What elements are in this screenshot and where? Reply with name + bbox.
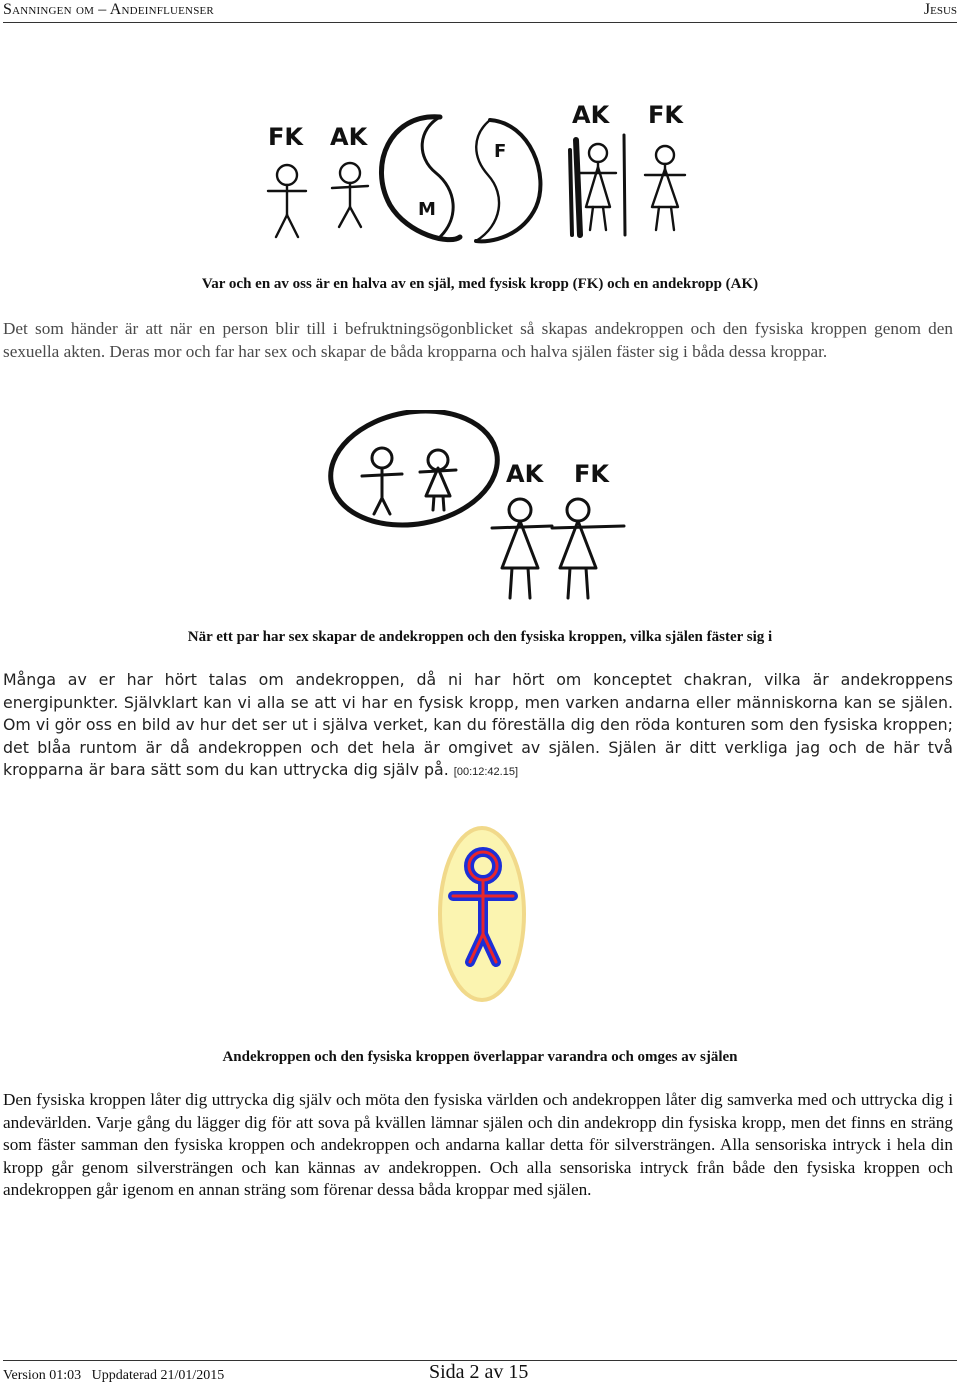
label-fk: FK <box>268 123 303 151</box>
header-section: Jesus <box>923 1 957 18</box>
header-title: Sanningen om – Andeinfluenser <box>3 1 214 18</box>
figure-couple <box>320 410 640 605</box>
stick-figure-man <box>362 448 402 514</box>
page-footer <box>3 1360 957 1385</box>
soul-halves-icon <box>381 117 540 242</box>
figure3-caption: Andekroppen och den fysiska kroppen överlappar varandra och omges av själen <box>222 1049 738 1065</box>
label-ak: AK <box>330 123 368 151</box>
figure-bodies-overlap <box>436 822 528 1006</box>
figure2-caption: När ett par har sex skapar de andekroppen och den fysiska kroppen, vilka själen fäster sig i <box>187 629 773 645</box>
paragraph-1: Det som händer är att när en person blir till i befruktningsögonblicket så skapas andekroppen och den fysiska kroppen genom den sexuella akten. Deras mor och far har sex och skapar de båda kropparna och halva själen fäster sig i båda dessa kroppar. <box>3 319 953 361</box>
label-ak-right: AK <box>572 101 610 129</box>
stick-figure-fk-large <box>552 499 624 598</box>
figure-soul-halves <box>250 95 730 255</box>
label-f: F <box>494 141 507 162</box>
stick-figure-ak-right <box>580 144 616 230</box>
version-info: Version 01:03 Uppdaterad 21/01/2015 <box>3 1368 225 1383</box>
stick-figure-fk <box>268 165 306 237</box>
stick-figure-woman <box>420 450 456 510</box>
label-m: M <box>418 199 436 220</box>
label-fk-right: FK <box>648 101 683 129</box>
couple-oval <box>322 410 507 538</box>
page-number: Sida 2 av 15 <box>429 1361 529 1383</box>
paragraph-2 <box>3 669 953 784</box>
paragraph-2-text: Många av er har hört talas om andekroppen, då ni har hört om konceptet chakran, vilka är andekroppens energipunkter. Självklart kan vi alla se att vi har en fysisk kropp, men varken andarna eller människorna kan se själen. Om vi gör oss en bild av hur det ser ut i själva verket, kan du föreställa dig den röda konturen som den fysiska kroppen; det blåa runtom är då andekroppen och det hela är omgivet av själen. Själen är ditt verkliga jag och de här två kropparna är bara sätt som du kan uttrycka dig själv på. <box>3 670 953 779</box>
stick-figure-ak-large <box>492 499 552 598</box>
stick-figure-ak <box>332 163 368 227</box>
paragraph-3: Den fysiska kroppen låter dig uttrycka dig själv och möta den fysiska världen och andekroppen låter dig samverka med och uttrycka dig i andevärlden. Varje gång du lägger dig för att sova på kvällen lämnar själen och din andekropp din fysiska kropp, men det finns en sträng som fäster samman den fysiska kroppen och andekroppen och andarna kallar detta för silversträngen. Alla sensoriska intryck i hela din kropp går genom silversträngen och kan kännas av andekroppen. Och alla sensoriska intryck från både den fysiska kroppen och andekroppen går igenom en annan sträng som förenar dessa båda kroppar med själen. <box>3 1090 953 1200</box>
label-ak-large: AK <box>506 460 544 488</box>
page-header <box>3 0 957 23</box>
label-fk-large: FK <box>574 460 609 488</box>
figure1-caption: Var och en av oss är en halva av en själ, med fysisk kropp (FK) och en andekropp (AK) <box>201 276 759 292</box>
stick-figure-fk-right <box>645 146 685 230</box>
timestamp: [00:12:42.15] <box>453 766 519 778</box>
